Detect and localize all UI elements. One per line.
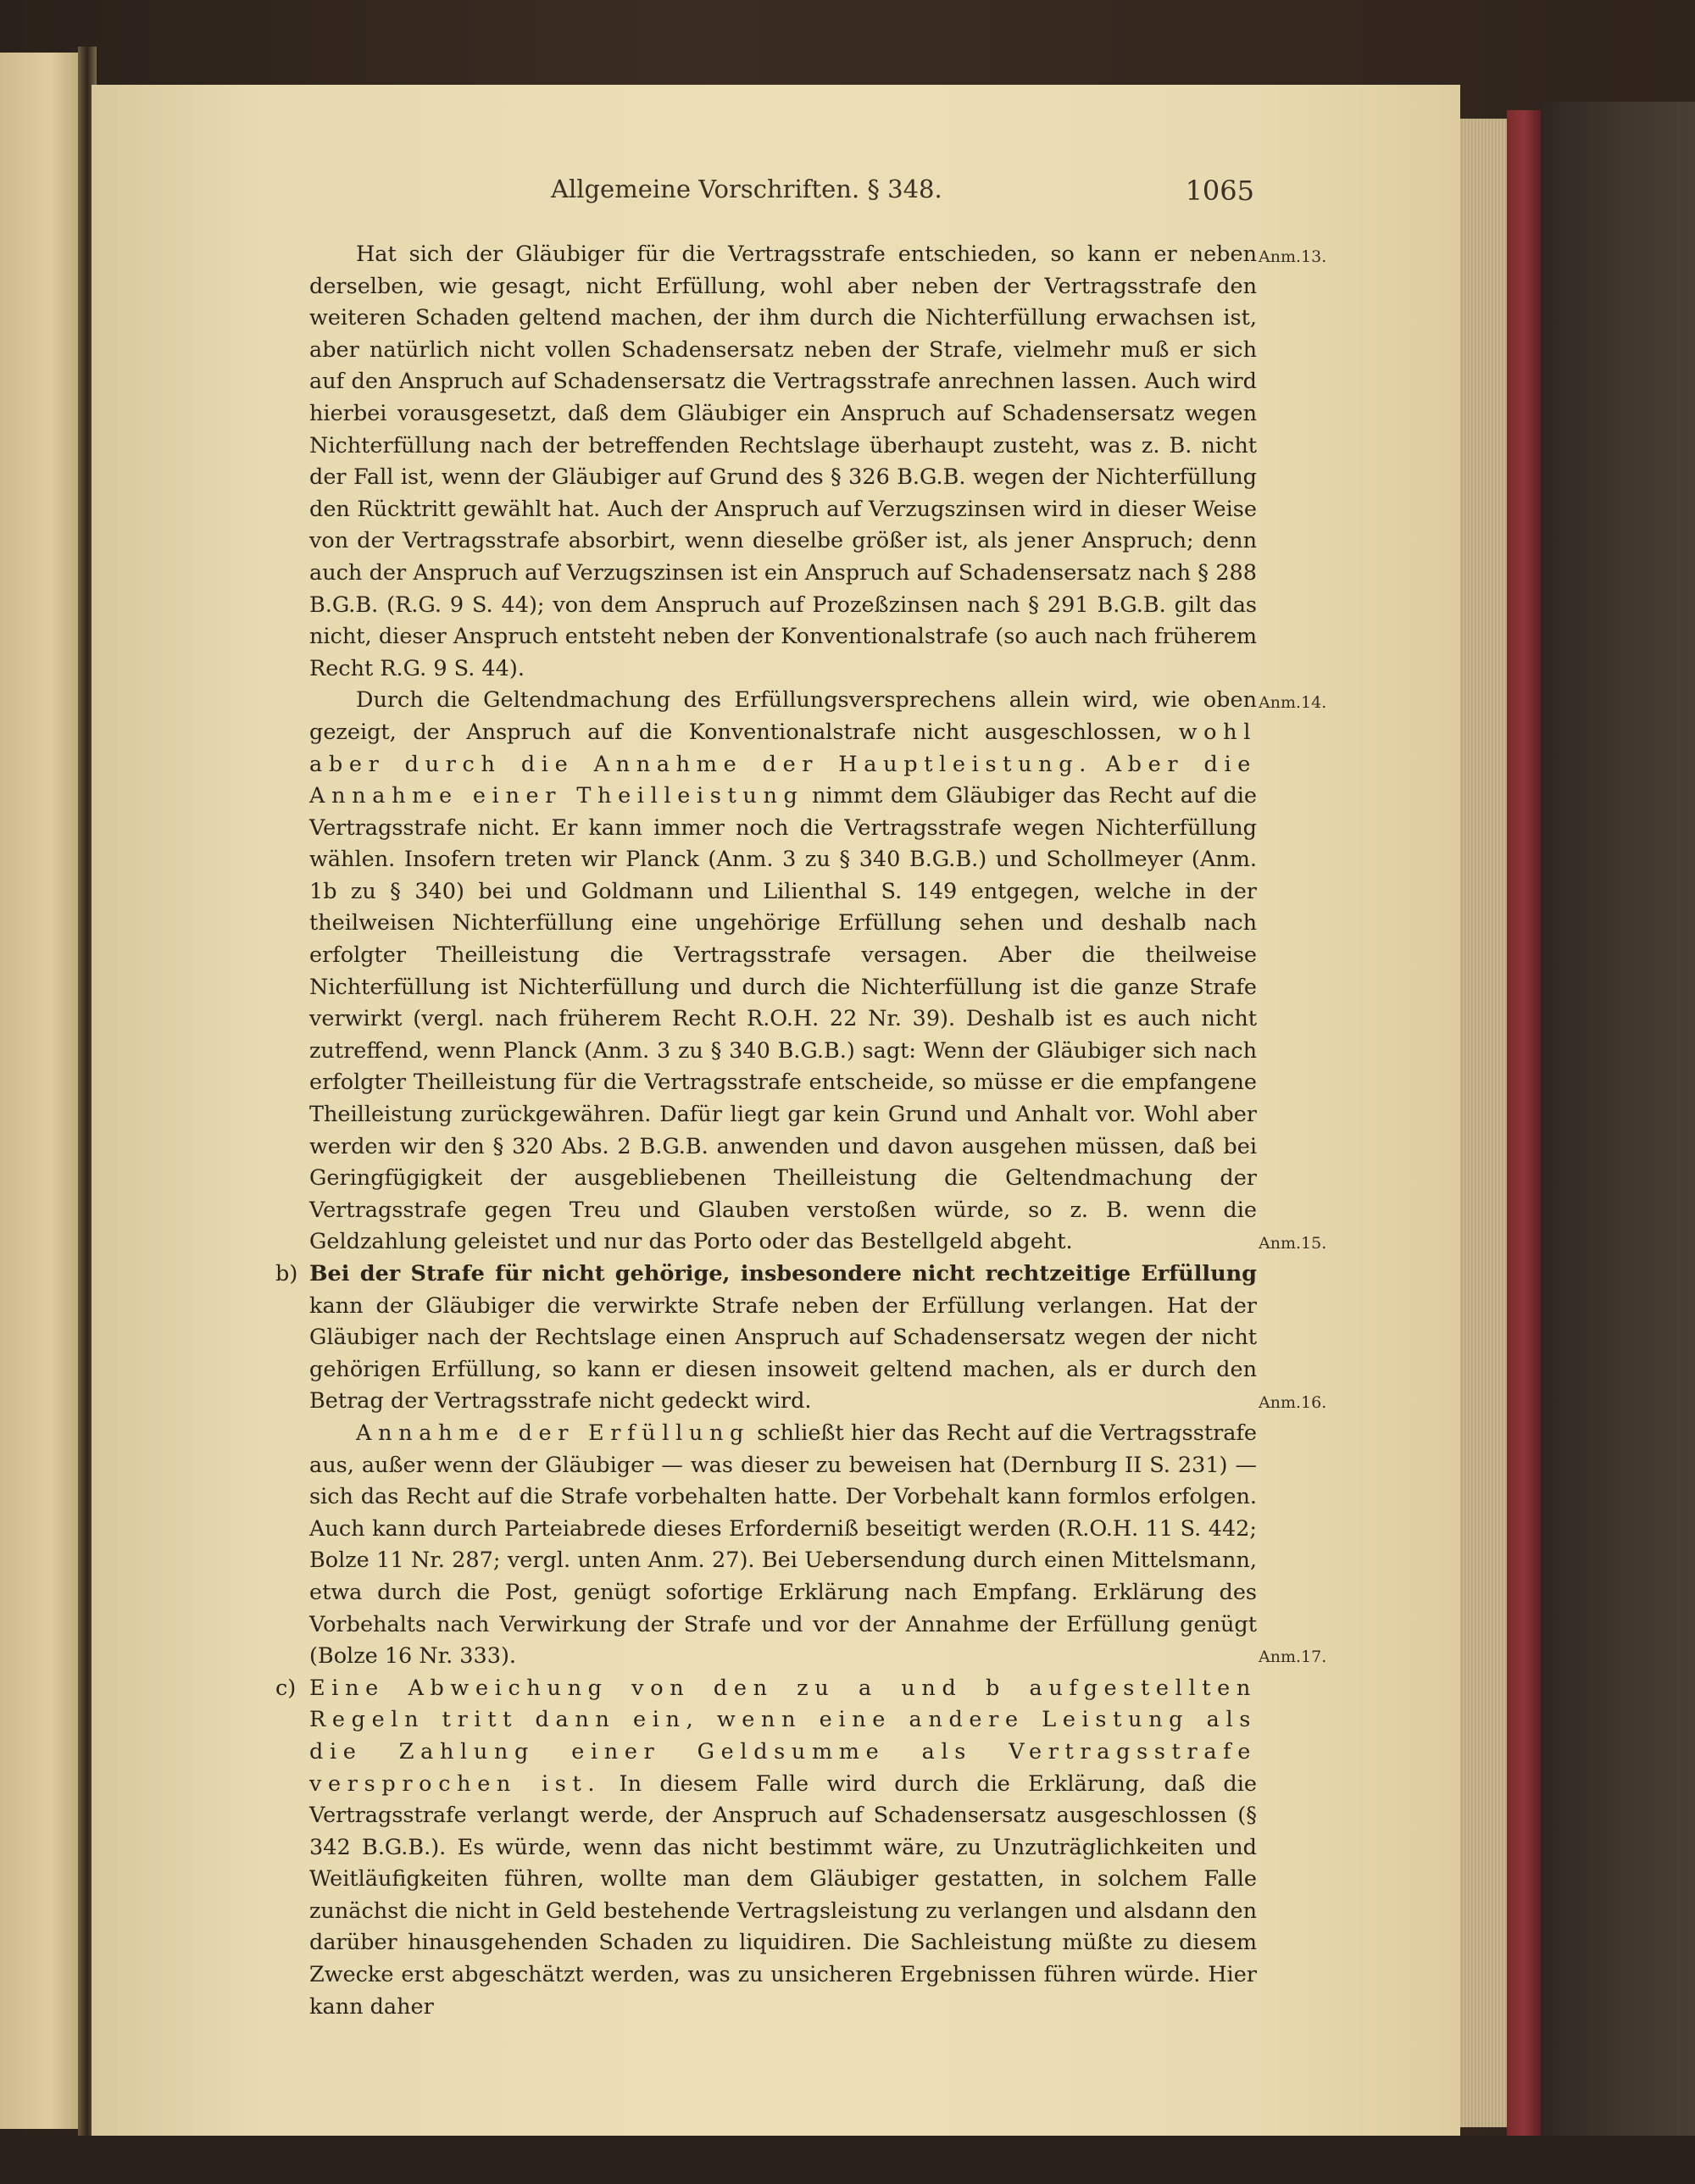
book-cover-spine [1507, 110, 1541, 2144]
paragraph-text: In diesem Falle wird durch die Erklärung, daß die Vertragsstrafe verlangt werde, der Anspruch auf Schadensersatz ausgeschlossen (§ 342 B.G.B.). Es würde, wenn das nicht bestimmt wäre, zu Unzuträglichkeiten und Weitläufigkeiten führen, wollte man dem Gläubiger gestatten, in solchem Falle zunächst die nicht in Geld bestehende Vertragsleistung zu verlangen und alsdann den darüber hinausgehenden Schaden zu liquidiren. Die Sachleistung müßte zu diesem Zwecke erst abgeschätzt werden, was zu unsicheren Ergebnissen führen würde. Hier kann daher [309, 1770, 1257, 2020]
book-cover-board [1541, 102, 1695, 2153]
paragraph-text: schließt hier das Recht auf die Vertragsstrafe aus, außer wenn der Gläubiger — was dieser zu beweisen hat (Dernburg II S. 231) — sich das Recht auf die Strafe vorbehalten hatte. Der Vorbehalt kann formlos erfolgen. Auch kann durch Parteiabrede dieses Erforderniß beseitigt werden (R.O.H. 11 S. 442; Bolze 11 Nr. 287; vergl. unten Anm. 27). Bei Uebersendung durch einen Mittelsmann, etwa durch die Post, genügt sofortige Erklärung nach Empfang. Erklärung des Vorbehalts nach Verwirkung der Strafe und vor der Annahme der Erfüllung genügt (Bolze 16 Nr. 333). [309, 1420, 1257, 1670]
paragraph-text: kann der Gläubiger die verwirkte Strafe neben der Erfüllung verlangen. Hat der Gläubiger nach der Rechtslage einen Anspruch auf Schadensersatz wegen der nicht gehörigen Erfüllung, so kann er diesen insoweit geltend machen, als er durch den Betrag der Vertragsstrafe nicht gedeckt wird. [309, 1292, 1257, 1414]
margin-note-anm-17: Anm.17. [1259, 1648, 1327, 1666]
page-edges [1460, 119, 1507, 2127]
paragraph-geltendmachung [309, 685, 1257, 1259]
paragraph-text: Durch die Geltendmachung des Erfüllungsversprechens allein wird, wie oben gezeigt, der Anspruch auf die Konventionalstrafe nicht ausgeschlossen, [309, 687, 1257, 745]
paragraph-text: nimmt dem Gläubiger das Recht auf die Vertragsstrafe nicht. Er kann immer noch die Vertragsstrafe wegen Nichterfüllung wählen. Insofern treten wir Planck (Anm. 3 zu § 340 B.G.B.) und Schollmeyer (Anm. 1b zu § 340) bei und Goldmann und Lilienthal S. 149 entgegen, welche in der theilweisen Nichterfüllung eine ungehörige Erfüllung sehen und deshalb nach erfolgter Theilleistung die Vertragsstrafe versagen. Aber die theilweise Nichterfüllung ist Nichterfüllung und durch die Nichterfüllung ist die ganze Strafe verwirkt (vergl. nach früherem Recht R.O.H. 22 Nr. 39). Deshalb ist es auch nicht zutreffend, wenn Planck (Anm. 3 zu § 340 B.G.B.) sagt: Wenn der Gläubiger sich nach erfolgter Theilleistung für die Vertragsstrafe entscheide, so müsse er die empfangene Theilleistung zurückgewähren. Dafür liegt gar kein Grund und Anhalt vor. Wohl aber werden wir den § 320 Abs. 2 B.G.B. anwenden und davon ausgehen müssen, daß bei Geringfügigkeit der ausgebliebenen Theilleistung die Geltendmachung der Vertragsstrafe gegen Treu und Glauben verstoßen würde, so z. B. wenn die Geldzahlung geleistet und nur das Porto oder das Bestellgeld abgeht. [309, 783, 1258, 1255]
paragraph-annahme [309, 1418, 1257, 1673]
list-letter: c) [275, 1675, 297, 1701]
facing-page-edge [0, 53, 85, 2129]
paragraph-schadensersatz: Hat sich der Gläubiger für die Vertragsstrafe entschieden, so kann er neben derselben, wie gesagt, nicht Erfüllung, wohl aber neben der Vertragsstrafe den weiteren Schaden geltend machen, der ihm durch die Nichterfüllung erwachsen ist, aber natürlich nicht vollen Schadensersatz neben der Strafe, vielmehr muß er sich auf den Anspruch auf Schadensersatz die Vertragsstrafe anrechnen lassen. Auch wird hierbei vorausgesetzt, daß dem Gläubiger ein Anspruch auf Schadensersatz wegen Nichterfüllung nach der betreffenden Rechtslage überhaupt zusteht, was z. B. nicht der Fall ist, wenn der Gläubiger auf Grund des § 326 B.G.B. wegen der Nichterfüllung den Rücktritt gewählt hat. Auch der Anspruch auf Verzugszinsen wird in dieser Weise von der Vertragsstrafe absorbirt, wenn dieselbe größer ist, als jener Anspruch; denn auch der Anspruch auf Verzugszinsen ist ein Anspruch auf Schadensersatz nach § 288 B.G.B. (R.G. 9 S. 44); von dem Anspruch auf Prozeßzinsen nach § 291 B.G.B. gilt das nicht, dieser Anspruch entsteht neben der Konventionalstrafe (so auch nach früherem Recht R.G. 9 S. 44). [309, 242, 1257, 681]
margin-note-anm-14: Anm.14. [1259, 693, 1327, 712]
emphasis-text: Eine Abweichung von den zu a und b aufgestellten Regeln tritt dann ein, wenn eine andere Leistung als die Zahlung einer Geldsumme als Vertragsstrafe versprochen ist. [309, 1675, 1257, 1797]
list-item-c [275, 1673, 1257, 2024]
running-header [551, 175, 1254, 208]
list-letter: b) [275, 1261, 298, 1287]
emphasis-text: wohl aber durch die Annahme der Hauptleistung. [309, 719, 1257, 777]
emphasis-text: Aber die Annahme einer Theilleistung [309, 751, 1257, 809]
scan-background [0, 2136, 1695, 2184]
body-text [275, 239, 1258, 2023]
list-item-b [275, 1259, 1257, 1418]
page-number: 1065 [1185, 175, 1254, 207]
bold-heading: Bei der Strafe für nicht gehörige, insbesondere nicht rechtzeitige Erfüllung [309, 1261, 1257, 1287]
margin-note-anm-15: Anm.15. [1259, 1234, 1327, 1253]
margin-note-anm-16: Anm.16. [1259, 1393, 1327, 1412]
emphasis-text: Annahme der Erfüllung [356, 1420, 750, 1446]
header-title: Allgemeine Vorschriften. § 348. [551, 175, 942, 203]
margin-note-anm-13: Anm.13. [1259, 247, 1327, 266]
